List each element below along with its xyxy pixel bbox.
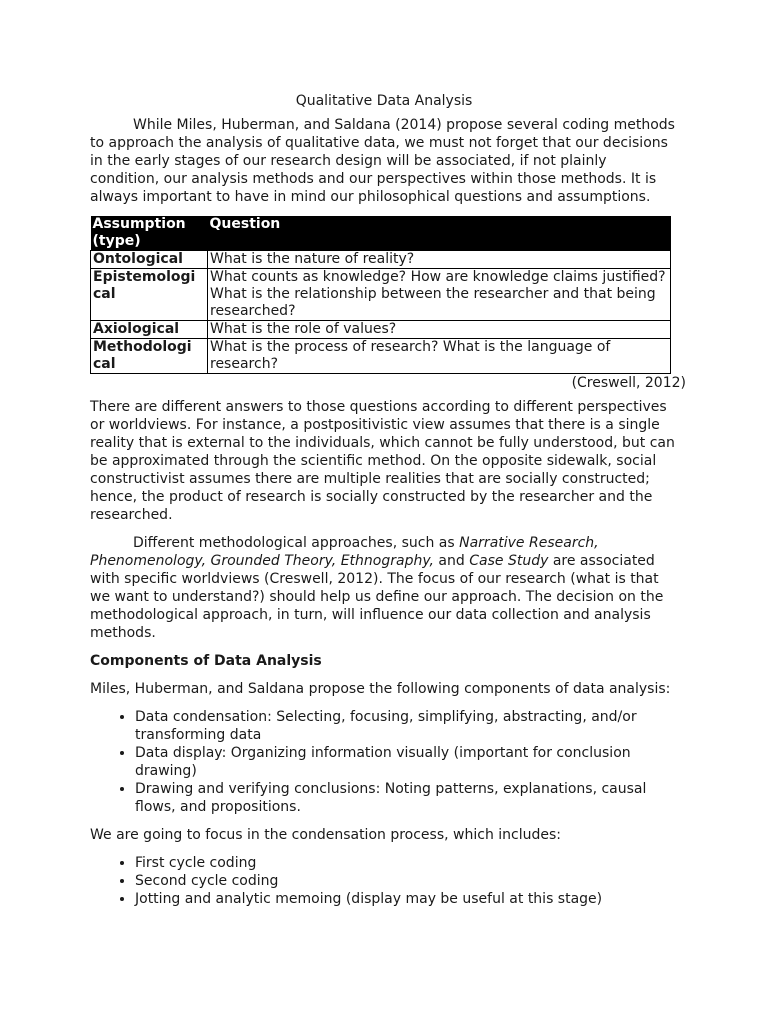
row-question: What is the process of research? What is the language of research? [208, 339, 671, 374]
intro-paragraph: While Miles, Huberman, and Saldana (2014) propose several coding methods to approach the analysis of qualitative data, we must not forget that our decisions in the early stages of our research design will be associated, if not plainly condition, our analysis methods and our perspectives within those methods. It is always important to have in mind our philosophical questions and assumptions. [90, 117, 675, 205]
list-item: • Jotting and analytic memoing (display may be useful at this stage) [135, 890, 678, 908]
table-row [91, 321, 671, 339]
list-item: • Data display: Organizing information visually (important for conclusion drawing) [135, 744, 678, 780]
document-page [90, 90, 686, 918]
section-heading: Components of Data Analysis [90, 653, 322, 669]
methodology-text-3: are associated with specific worldviews (Creswell, 2012). The focus of our research (what is that we want to understand?) should help us define our approach. The decision on the methodological approach, in turn, will influence our data collection and analysis methods. [90, 553, 664, 641]
header-assumption-type: Assumption (type) [91, 216, 208, 251]
row-question: What is the role of values? [208, 321, 671, 339]
condensation-list [90, 854, 678, 908]
table-citation: (Creswell, 2012) [571, 375, 686, 391]
assumptions-table [90, 216, 671, 374]
components-list [90, 708, 678, 816]
worldviews-paragraph: There are different answers to those questions according to different perspectives or worldviews. For instance, a postpositivistic view assumes that there is a single reality that is external to the individuals, which cannot be fully understood, but can be approximated through the scientific method. On the opposite sidewalk, social constructivist assumes there are multiple realities that are socially constructed; hence, the product of research is socially constructed by the researcher and the researched. [90, 399, 675, 523]
row-question: What counts as knowledge? How are knowledge claims justified? What is the relationship between the researcher and that being researched? [208, 269, 671, 321]
methodology-paragraph [90, 534, 678, 642]
table-row [91, 339, 671, 374]
methodology-text-2: and [433, 553, 470, 569]
table-header-row [91, 216, 671, 251]
methodology-italic-2: Case Study [469, 553, 549, 569]
header-question: Question [208, 216, 671, 251]
methodology-italic-1: Narrative Research, Phenomenology, Grounded Theory, Ethnography, [90, 535, 599, 569]
list-item: • Second cycle coding [135, 872, 678, 890]
row-type: Axiological [91, 321, 208, 339]
row-type: Methodologi cal [91, 339, 208, 374]
list-item: • Drawing and verifying conclusions: Noting patterns, explanations, causal flows, and propositions. [135, 780, 678, 816]
table-row [91, 269, 671, 321]
list-item: • First cycle coding [135, 854, 678, 872]
row-type: Epistemologi cal [91, 269, 208, 321]
row-type: Ontological [91, 251, 208, 269]
row-question: What is the nature of reality? [208, 251, 671, 269]
components-intro: Miles, Huberman, and Saldana propose the following components of data analysis: [90, 681, 671, 697]
table-row [91, 251, 671, 269]
document-title: Qualitative Data Analysis [295, 93, 473, 109]
condensation-intro: We are going to focus in the condensation process, which includes: [90, 827, 561, 843]
methodology-text-1: Different methodological approaches, such as [133, 535, 460, 551]
list-item: • Data condensation: Selecting, focusing, simplifying, abstracting, and/or transforming data [135, 708, 678, 744]
